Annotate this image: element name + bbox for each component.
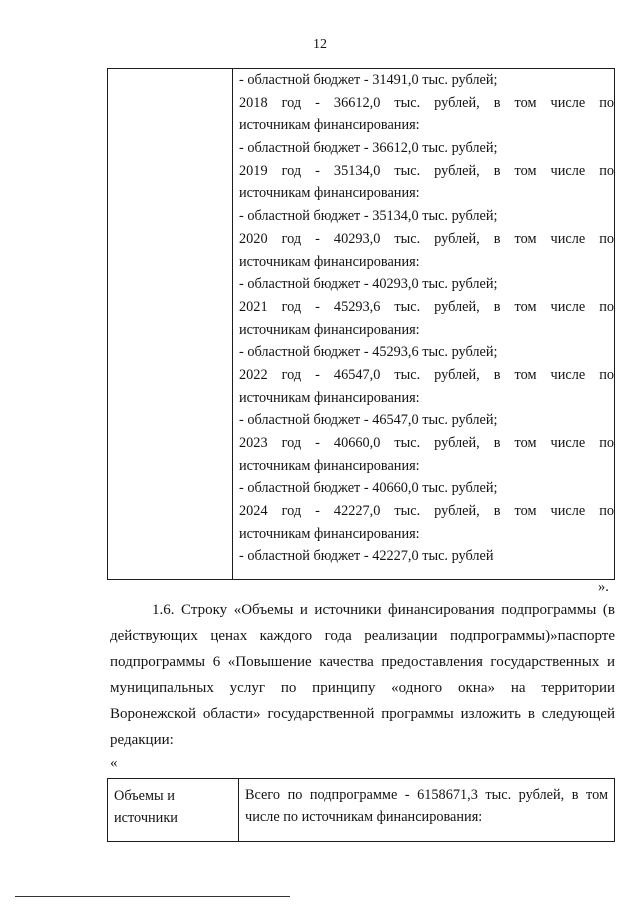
funding-line: - областной бюджет - 35134,0 тыс. рублей; <box>239 208 498 225</box>
total-funding-cell <box>239 779 615 842</box>
footnote-rule <box>15 896 290 897</box>
funding-line: - областной бюджет - 40660,0 тыс. рублей; <box>239 480 498 497</box>
label-line: Объемы и <box>114 788 175 804</box>
funding-details-cell <box>233 69 615 580</box>
amendment-paragraph: 1.6. Строку «Объемы и источники финансирования подпрограммы (в действующих ценах каждого года реализации подпрограммы)»паспорте подпрограммы 6 «Повышение качества предоставления государственных и муниципальных услуг по принципу «одного окна» на территории Воронежской области» государственной программы изложить в следующей редакции: <box>110 602 615 748</box>
funding-sources-line: числе по источникам финансирования: <box>245 809 483 825</box>
funding-line: - областной бюджет - 31491,0 тыс. рублей; <box>239 72 498 88</box>
funding-line: 2019 год - 35134,0 тыс. рублей, в том числе по <box>239 162 614 179</box>
funding-line: 2023 год - 40660,0 тыс. рублей, в том числе по <box>239 435 614 451</box>
label-line: источники <box>114 810 178 826</box>
funding-line: источникам финансирования: <box>239 117 420 134</box>
funding-line: 2024 год - 42227,0 тыс. рублей, в том числе по <box>239 503 614 520</box>
funding-line: источникам финансирования: <box>239 321 420 338</box>
funding-line: - областной бюджет - 40293,0 тыс. рублей; <box>239 276 498 293</box>
funding-line: 2018 год - 36612,0 тыс. рублей, в том числе по <box>239 94 614 111</box>
funding-line: источникам финансирования: <box>239 185 420 202</box>
table-row <box>108 69 615 580</box>
funding-line: источникам финансирования: <box>239 457 420 474</box>
label-cell <box>108 779 239 842</box>
funding-line: - областной бюджет - 46547,0 тыс. рублей; <box>239 412 498 429</box>
funding-lines <box>239 69 614 568</box>
closing-quote: ». <box>598 579 609 595</box>
funding-table-new <box>107 778 615 842</box>
funding-table-continuation <box>107 68 615 580</box>
total-funding-line: Всего по подпрограмме - 6158671,3 тыс. рублей, в том <box>245 787 608 803</box>
funding-line: 2020 год - 40293,0 тыс. рублей, в том числе по <box>239 230 614 247</box>
funding-line: 2021 год - 45293,6 тыс. рублей, в том числе по <box>239 298 614 315</box>
funding-line: источникам финансирования: <box>239 389 420 406</box>
funding-line: 2022 год - 46547,0 тыс. рублей, в том числе по <box>239 366 614 383</box>
funding-line: - областной бюджет - 42227,0 тыс. рублей <box>239 548 494 565</box>
funding-line: источникам финансирования: <box>239 253 420 270</box>
funding-line: - областной бюджет - 36612,0 тыс. рублей; <box>239 140 498 157</box>
opening-quote: « <box>110 755 118 771</box>
table-row <box>108 779 615 842</box>
funding-line: - областной бюджет - 45293,6 тыс. рублей; <box>239 344 498 361</box>
label-cell-empty <box>108 69 233 580</box>
funding-line: источникам финансирования: <box>239 525 420 542</box>
page-number: 12 <box>313 37 327 52</box>
